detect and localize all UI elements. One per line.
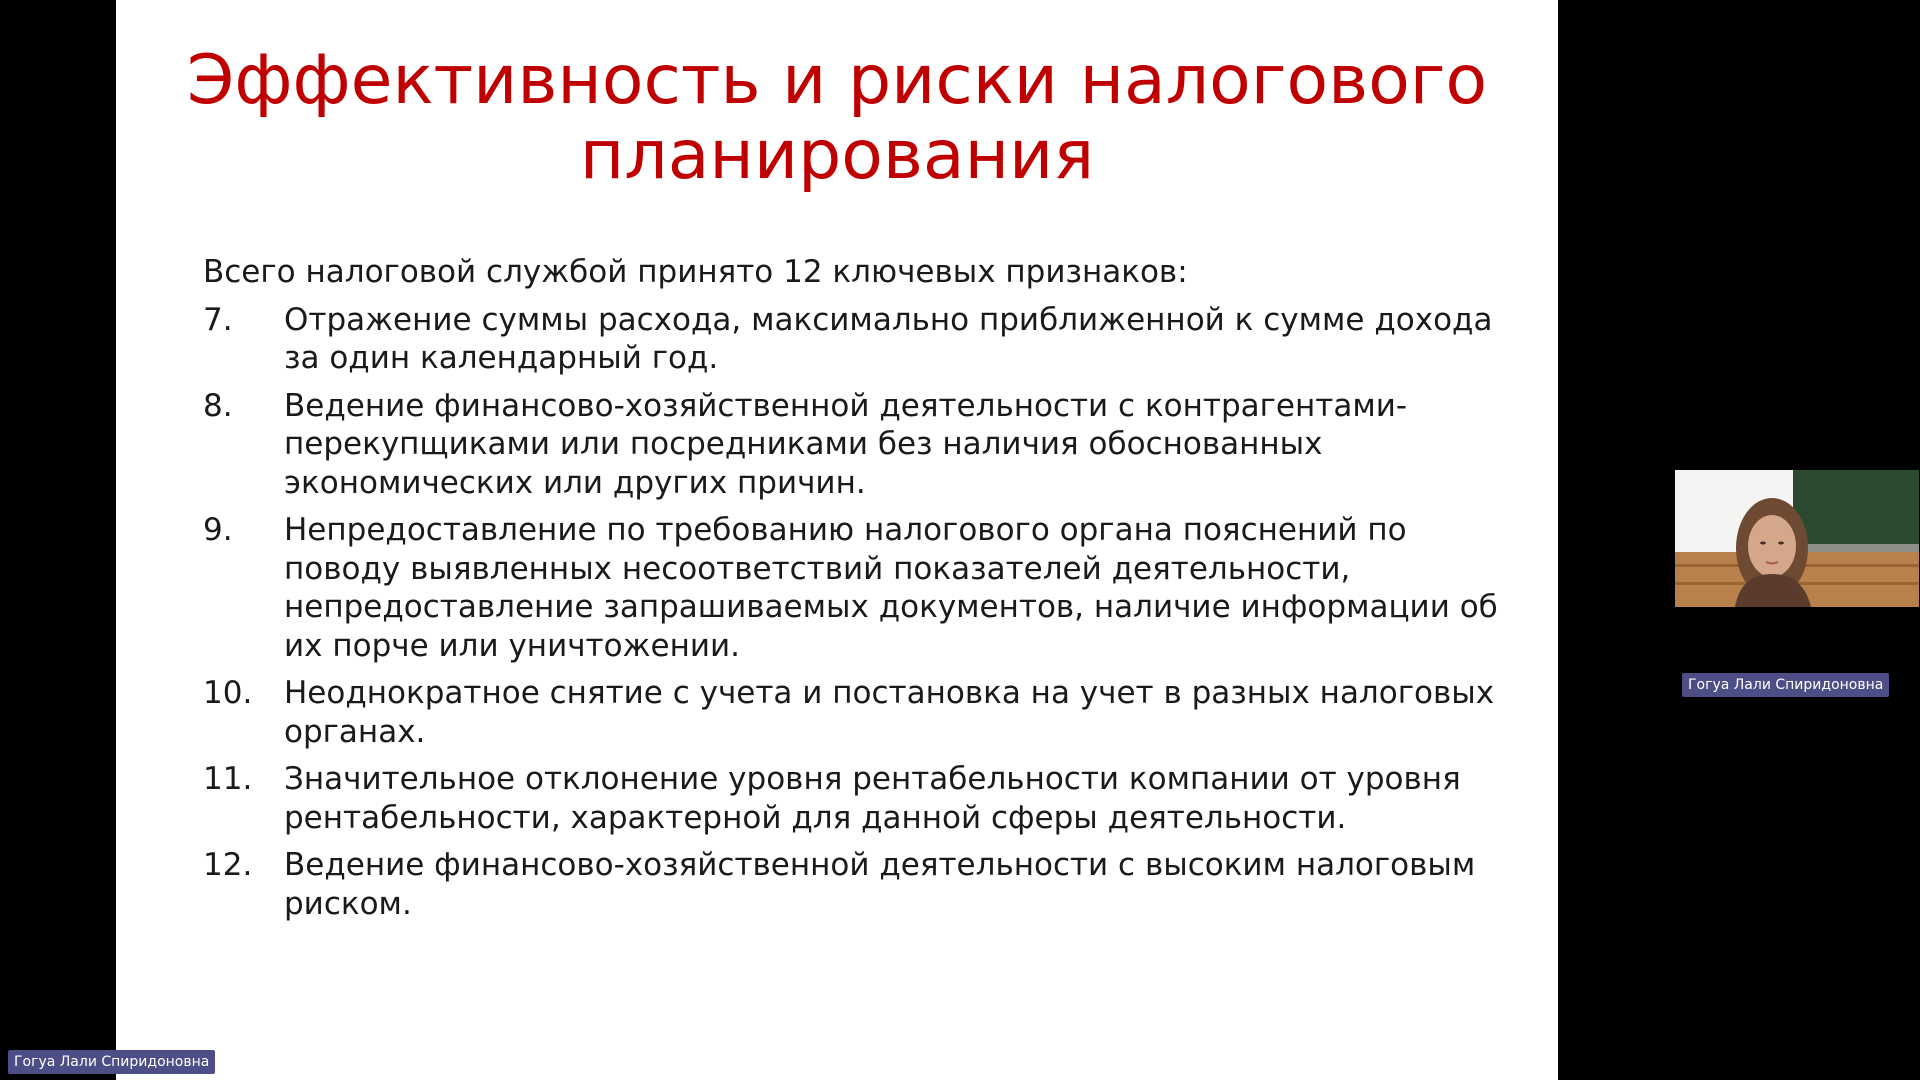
list-item-number: 10.	[203, 675, 253, 711]
slide-body	[203, 253, 1523, 932]
presenter-name-tag: Гогуа Лали Спиридоновна	[8, 1050, 215, 1074]
list-item-text: Ведение финансово-хозяйственной деятельности с контрагентами-перекупщиками или посредниками без наличия обоснованных экономических или других причин.	[284, 387, 1408, 501]
list-item-number: 8.	[203, 387, 233, 424]
list-item-text: Непредоставление по требованию налогового органа пояснений по поводу выявленных несоответствий показателей деятельности, непредоставление запрашиваемых документов, наличие информации об их порче или уничтожении.	[284, 512, 1498, 664]
slide-intro: Всего налоговой службой принято 12 ключевых признаков:	[203, 254, 1188, 290]
list-item-text: Отражение суммы расхода, максимально приближенной к сумме дохода за один календарный год.	[284, 301, 1493, 376]
speaker-name-tag: Гогуа Лали Спиридоновна	[1682, 673, 1889, 697]
list-item	[203, 674, 1523, 751]
list-item	[203, 846, 1523, 923]
list-item	[203, 301, 1523, 378]
criteria-list	[203, 301, 1523, 924]
participant-video-tile[interactable]	[1675, 470, 1919, 607]
list-item	[203, 760, 1523, 837]
list-item-number: 12.	[203, 847, 253, 883]
list-item-text: Значительное отклонение уровня рентабельности компании от уровня рентабельности, характерной для данной сферы деятельности.	[284, 761, 1461, 836]
slide-title	[116, 41, 1558, 195]
list-item	[203, 511, 1523, 665]
list-item-text: Неоднократное снятие с учета и постановка на учет в разных налоговых органах.	[284, 675, 1495, 750]
shared-slide	[116, 0, 1558, 1080]
list-item	[203, 387, 1523, 503]
list-item-number: 9.	[203, 512, 233, 548]
slide-title-line-2: планирования	[579, 115, 1095, 195]
list-item-number: 7.	[203, 301, 233, 338]
participant-video-feed	[1675, 470, 1919, 607]
slide-title-line-1: Эффективность и риски налогового	[186, 41, 1488, 120]
list-item-number: 11.	[203, 761, 253, 797]
list-item-text: Ведение финансово-хозяйственной деятельности с высоким налоговым риском.	[284, 847, 1476, 922]
